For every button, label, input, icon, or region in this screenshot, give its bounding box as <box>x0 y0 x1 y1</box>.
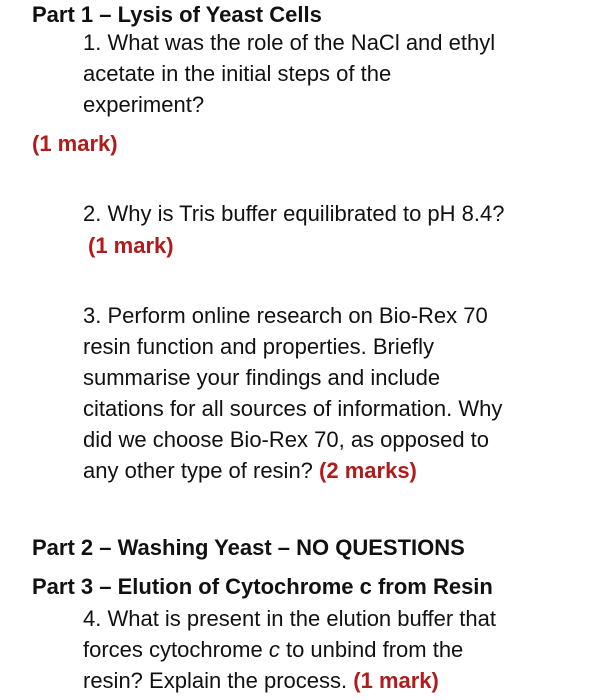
question-3-line: 3. Perform online research on Bio-Rex 70 <box>83 303 488 328</box>
question-4-mark: (1 mark) <box>353 668 439 693</box>
question-2 <box>83 198 504 229</box>
question-3-line: any other type of resin? <box>83 458 313 483</box>
question-3 <box>83 300 502 486</box>
question-3-line: did we choose Bio-Rex 70, as opposed to <box>83 427 490 452</box>
question-4-text: to unbind from the <box>279 637 464 662</box>
question-4-line <box>83 634 496 665</box>
question-4-line: 4. What is present in the elution buffer that <box>83 606 496 631</box>
part2-heading: Part 2 – Washing Yeast – NO QUESTIONS <box>32 535 465 560</box>
question-1-line: 1. What was the role of the NaCl and ethyl <box>83 30 496 55</box>
question-1-line: experiment? <box>83 92 205 117</box>
question-2-mark: (1 mark) <box>88 233 174 258</box>
question-1 <box>83 27 495 120</box>
question-2-text: 2. Why is Tris buffer equilibrated to pH 8.4? <box>83 201 505 226</box>
question-3-last-line <box>83 455 502 486</box>
question-4-text: resin? Explain the process. <box>83 668 348 693</box>
question-4-text: forces cytochrome <box>83 637 269 662</box>
question-3-line: summarise your findings and include <box>83 365 441 390</box>
question-1-line: acetate in the initial steps of the <box>83 61 392 86</box>
part3-heading: Part 3 – Elution of Cytochrome c from Resin <box>32 574 493 599</box>
question-4-italic-c: c <box>268 637 280 662</box>
question-4-line <box>83 665 496 696</box>
question-3-mark: (2 marks) <box>319 458 417 483</box>
part1-heading: Part 1 – Lysis of Yeast Cells <box>32 2 322 27</box>
question-1-mark: (1 mark) <box>32 131 118 156</box>
question-3-line: resin function and properties. Briefly <box>83 334 434 359</box>
question-4 <box>83 603 496 696</box>
question-3-line: citations for all sources of information. Why <box>83 396 503 421</box>
